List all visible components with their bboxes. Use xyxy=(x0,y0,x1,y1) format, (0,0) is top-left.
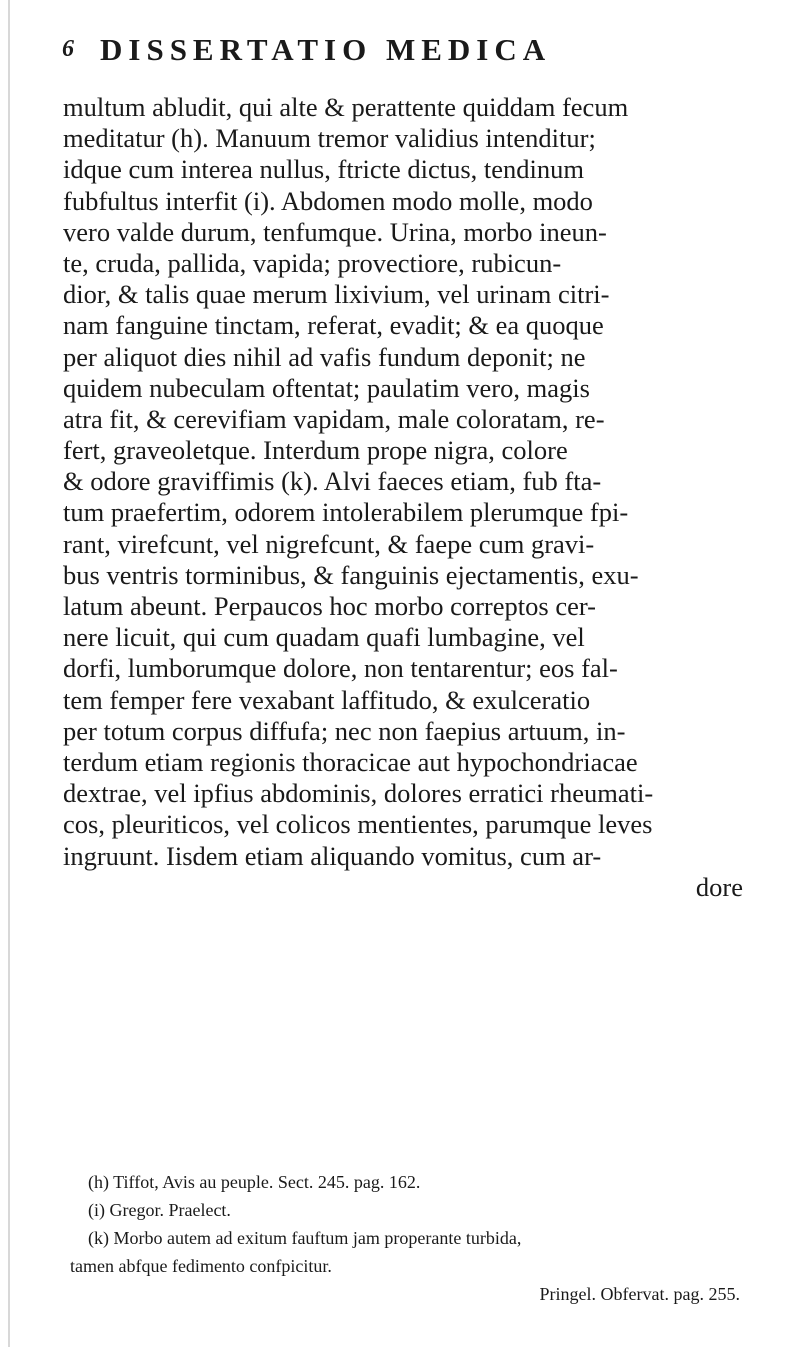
footnote-i: (i) Gregor. Praelect. xyxy=(88,1200,231,1220)
text-line: bus ventris torminibus, & fanguinis ejectamentis, exu- xyxy=(63,559,639,590)
footnote-k: (k) Morbo autem ad exitum fauftum jam properante turbida, xyxy=(88,1228,522,1248)
text-line: fert, graveoletque. Interdum prope nigra, colore xyxy=(63,435,568,466)
text-line: te, cruda, pallida, vapida; provectiore, rubicun- xyxy=(63,247,562,278)
running-title: DISSERTATIO MEDICA xyxy=(100,32,552,67)
text-line: atra fit, & cerevifiam vapidam, male coloratam, re- xyxy=(63,403,605,434)
text-line: tem femper fere vexabant laffitudo, & exulceratio xyxy=(63,684,591,715)
text-line: meditatur (h). Manuum tremor validius intenditur; xyxy=(63,123,596,154)
text-line: fubfultus interfit (i). Abdomen modo molle, modo xyxy=(63,185,593,216)
text-line: multum abludit, qui alte & perattente quiddam fecum xyxy=(63,92,629,122)
text-line: nere licuit, qui cum quadam quafi lumbagine, vel xyxy=(63,622,585,653)
text-line: per totum corpus diffufa; nec non faepius artuum, in- xyxy=(63,715,626,746)
catchword: dore xyxy=(695,871,743,902)
text-line: per aliquot dies nihil ad vafis fundum deponit; ne xyxy=(63,341,586,372)
running-header xyxy=(62,30,752,74)
footnote-h: (h) Tiffot, Avis au peuple. Sect. 245. pag. 162. xyxy=(88,1172,421,1192)
text-line: dior, & talis quae merum lixivium, vel urinam citri- xyxy=(63,279,610,310)
text-line: vero valde durum, tenfumque. Urina, morbo ineun- xyxy=(63,216,607,247)
page-edge-shadow xyxy=(8,0,10,1347)
text-line: tum praefertim, odorem intolerabilem plerumque fpi- xyxy=(63,497,629,528)
text-line: nam fanguine tinctam, referat, evadit; & ea quoque xyxy=(63,310,604,341)
text-line: idque cum interea nullus, ftricte dictus, tendinum xyxy=(63,154,585,185)
main-text xyxy=(63,92,743,903)
text-line: dextrae, vel ipfius abdominis, dolores erratici rheumati- xyxy=(63,778,654,809)
text-line: & odore graviffimis (k). Alvi faeces etiam, fub fta- xyxy=(63,466,602,497)
text-line: cos, pleuriticos, vel colicos mentientes, parumque leves xyxy=(63,809,653,840)
text-line: latum abeunt. Perpaucos hoc morbo correptos cer- xyxy=(63,591,596,621)
footnotes xyxy=(70,1168,748,1308)
text-line: quidem nubeculam oftentat; paulatim vero, magis xyxy=(63,372,590,403)
text-line: dorfi, lumborumque dolore, non tentarentur; eos fal- xyxy=(63,653,618,684)
footnote-k-citation: Pringel. Obfervat. pag. 255. xyxy=(539,1284,740,1304)
page-number: 6 xyxy=(62,36,74,62)
text-line: rant, virefcunt, vel nigrefcunt, & faepe cum gravi- xyxy=(63,528,595,559)
footnote-k-continuation: tamen abfque fedimento confpicitur. xyxy=(70,1256,332,1276)
text-line: ingruunt. Iisdem etiam aliquando vomitus, cum ar- xyxy=(63,840,602,871)
text-line: terdum etiam regionis thoracicae aut hypochondriacae xyxy=(63,746,638,777)
